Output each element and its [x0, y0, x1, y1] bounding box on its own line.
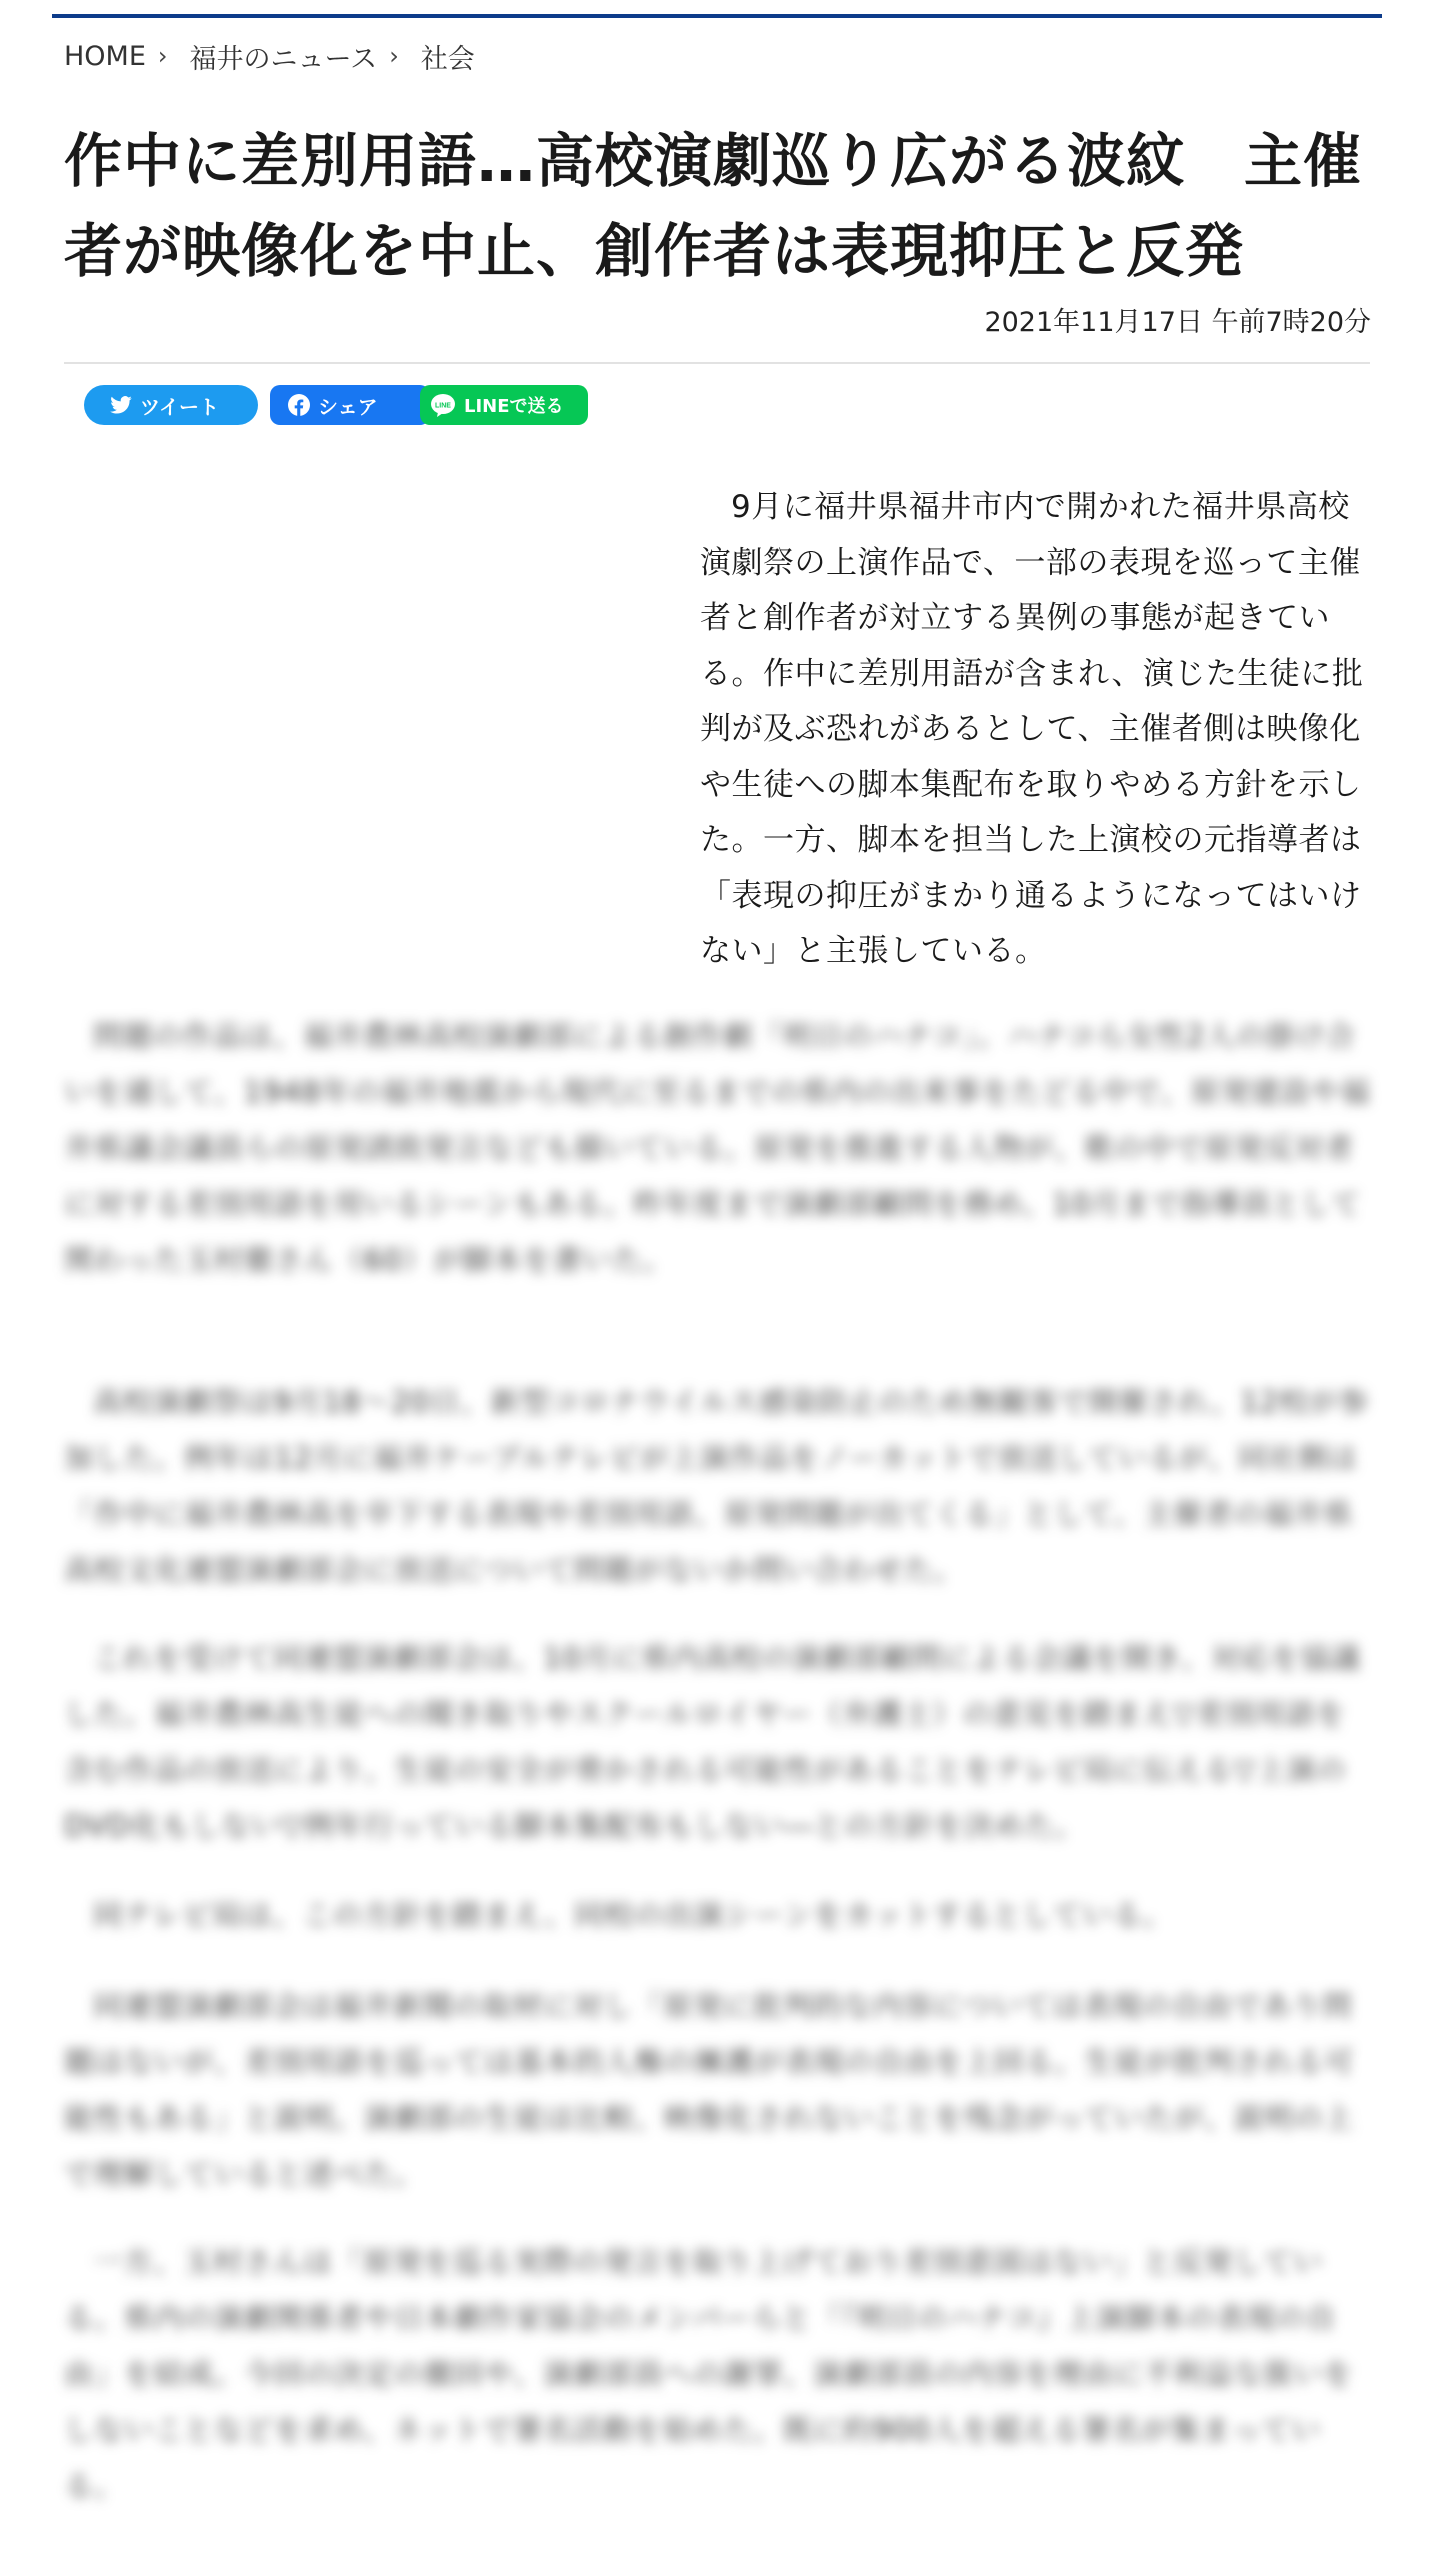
line-icon [430, 393, 456, 417]
chevron-right-icon: › [157, 42, 168, 70]
article-paragraph: 同テレビ局は、この方針を踏まえ、同校の出演シーンをカットするとしている。 [93, 1898, 1173, 1932]
breadcrumb [64, 36, 475, 76]
twitter-bird-icon [110, 396, 132, 414]
tweet-button[interactable] [84, 385, 258, 425]
line-icon-text: LINE [435, 402, 451, 410]
header-accent-line [52, 14, 1382, 18]
facebook-icon [288, 394, 310, 416]
article-title: 作中に差別用語…高校演劇巡り広がる波紋 主催者が映像化を中止、創作者は表現抑圧と反発 [64, 127, 1363, 285]
breadcrumb-fukui-news[interactable]: 福井のニュース [189, 43, 378, 75]
article-date: 2021年11月17日 午前7時20分 [984, 307, 1371, 338]
article-paragraph: これを受けて同連盟演劇部会は、10月に県内高校の演劇部顧問による会議を開き、対応を協議した。福井農林高生徒への聞き取りやスクールロイヤー（弁護士）の意見を踏まえ▽差別用語を含む作品の放送により、生徒の安全が脅かされる可能性があることをテレビ局に伝える▽上演のDVD化もしない▽例年行っている脚本集配布もしない―との方針を決めた。 [64, 1641, 1361, 1843]
article-paragraph: 同連盟演劇部会は福井新聞の取材に対し「原発に批判的な内容については表現の自由であり問題はないが、差別用語を巡っては基本的人権の擁護が表現の自由を上回る。生徒が批判される可能性もある」と説明。演劇部の生徒は比較、映像化されないことを残念がっていたが、説明の上で理解していると述べた。 [64, 1989, 1355, 2191]
tweet-label: ツイート [140, 394, 219, 419]
breadcrumb-society[interactable]: 社会 [420, 43, 475, 75]
article-paragraph [64, 1008, 1374, 1288]
article-paragraph: 高校演劇祭は9月18～20日、新型コロナウイルス感染防止のため無観客で開催され、12校が参加した。例年は12月に福井ケーブルテレビが上演作品をノーカットで放送しているが、同社側は「作中に福井農林高を卒下する表現や差別用語、原発問題が出てくる」として、主催者の福井県高校文化連盟演劇部会に放送について問題がないか問い合わせた。 [64, 1385, 1370, 1587]
article-paragraph-text: 問題の作品は、福井農林高校演劇部による創作劇「明日のハナコ」。ハナコら女性2人の掛け合いを通して、1948年の福井地震から現代に至るまでの県内の出来事をたどる中で、原発建設や福井県議会議員らの原発誘致発言なども描いている。原発を推進する人物が、歌の中で原発反対者に対する差別用語を用いるシーンもある。昨年度まで演劇部顧問を務め、10月まで指導員として関わった玉村徹さん（60）が脚本を書いた。 [64, 1019, 1371, 1277]
line-share-label: LINEで送る [464, 396, 564, 417]
line-share-button[interactable] [420, 385, 588, 425]
article-lead-paragraph: 9月に福井県福井市内で開かれた福井県高校演劇祭の上演作品で、一部の表現を巡って主催者と創作者が対立する異例の事態が起きている。作中に差別用語が含まれ、演じた生徒に批判が及ぶ恐れがあるとして、主催者側は映像化や生徒への脚本集配布を取りやめる方針を示した。一方、脚本を担当した上演校の元指導者は「表現の抑圧がまかり通るようになってはいけない」と主張している。 [700, 489, 1364, 969]
facebook-share-button[interactable] [270, 385, 430, 425]
divider [64, 362, 1370, 364]
breadcrumb-home[interactable]: HOME [64, 40, 146, 72]
chevron-right-icon: › [389, 42, 399, 70]
article-paragraph: 一方、玉村さんは「原発を巡る実際の発言を取り上げており差別意図はない」と反発している。県内の演劇関係者や日本劇作家協会のメンバーらと「『明日のハナコ』上演脚本の表現の自由」を結成。今回の決定の撤回や、演劇部員への謝罪、演劇部員の内容を理由に不利益な扱いをしないことなどを求め、ネットで署名活動を始めた。既に約900人を超える署名が集まっている。 [64, 2245, 1354, 2503]
facebook-share-label: シェア [318, 394, 378, 419]
